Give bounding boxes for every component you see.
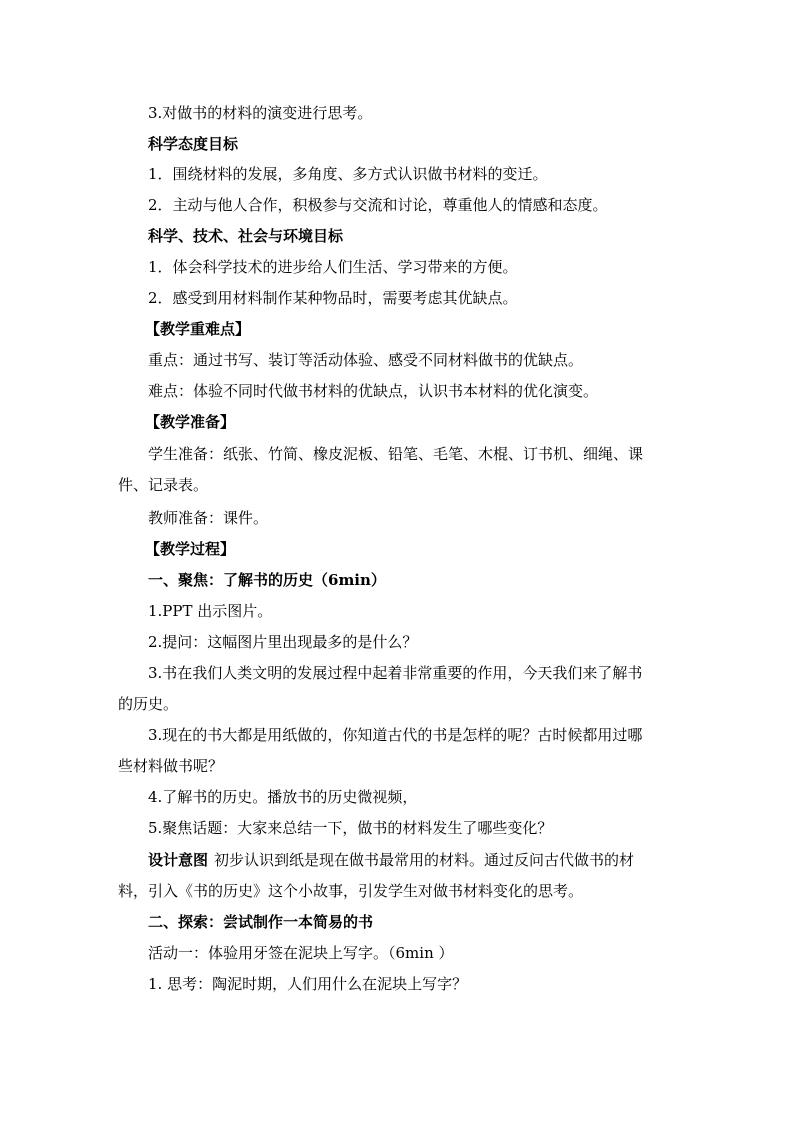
text-line: 2.提问：这幅图片里出现最多的是什么？ (148, 633, 418, 651)
section-heading: 科学态度目标 (148, 135, 239, 153)
text-line: 1．围绕材料的发展，多角度、多方式认识做书材料的变迁。 (148, 165, 548, 183)
text-line: 料，引入《书的历史》这个小故事，引发学生对做书材料变化的思考。 (118, 882, 584, 900)
text-line: 学生准备：纸张、竹简、橡皮泥板、铅笔、毛笔、木棍、订书机、细绳、课 (148, 445, 644, 463)
design-intent-text: 初步认识到纸是现在做书最常用的材料。通过反问古代做书的材 (214, 851, 635, 869)
text-line: 1. 思考：陶泥时期，人们用什么在泥块上写字？ (148, 975, 468, 993)
section-heading: 一、聚焦：了解书的历史（6min） (148, 571, 386, 589)
text-line: 4.了解书的历史。播放书的历史微视频， (148, 788, 418, 806)
text-line: 3.书在我们人类文明的发展过程中起着非常重要的作用，今天我们来了解书 (148, 664, 643, 682)
design-intent-line (148, 850, 634, 870)
text-line: 1.PPT 出示图片。 (148, 602, 273, 620)
text-line: 5.聚焦话题：大家来总结一下，做书的材料发生了哪些变化？ (148, 819, 553, 837)
text-line: 的历史。 (118, 695, 179, 713)
section-heading: 【教学重难点】 (145, 320, 251, 338)
text-line: 3.对做书的材料的演变进行思考。 (148, 104, 373, 122)
text-line: 3.现在的书大都是用纸做的，你知道古代的书是怎样的呢？古时候都用过哪 (148, 726, 643, 744)
section-heading: 【教学过程】 (145, 540, 236, 558)
text-line: 重点：通过书写、装订等活动体验、感受不同材料做书的优缺点。 (148, 351, 584, 369)
section-heading: 二、探索：尝试制作一本简易的书 (148, 913, 374, 931)
text-line: 难点：体验不同时代做书材料的优缺点，认识书本材料的优化演变。 (148, 382, 599, 400)
section-heading: 【教学准备】 (145, 413, 236, 431)
design-intent-label: 设计意图 (148, 851, 209, 869)
text-line: 活动一：体验用牙签在泥块上写字。（6min ） (148, 944, 454, 962)
section-heading: 科学、技术、社会与环境目标 (148, 227, 344, 245)
text-line: 2．感受到用材料制作某种物品时，需要考虑其优缺点。 (148, 289, 518, 307)
text-line: 些材料做书呢？ (118, 757, 224, 775)
text-line: 1．体会科学技术的进步给人们生活、学习带来的方便。 (148, 258, 518, 276)
text-line: 件、记录表。 (118, 476, 209, 494)
text-line: 教师准备：课件。 (148, 509, 269, 527)
text-line: 2．主动与他人合作，积极参与交流和讨论，尊重他人的情感和态度。 (148, 196, 608, 214)
